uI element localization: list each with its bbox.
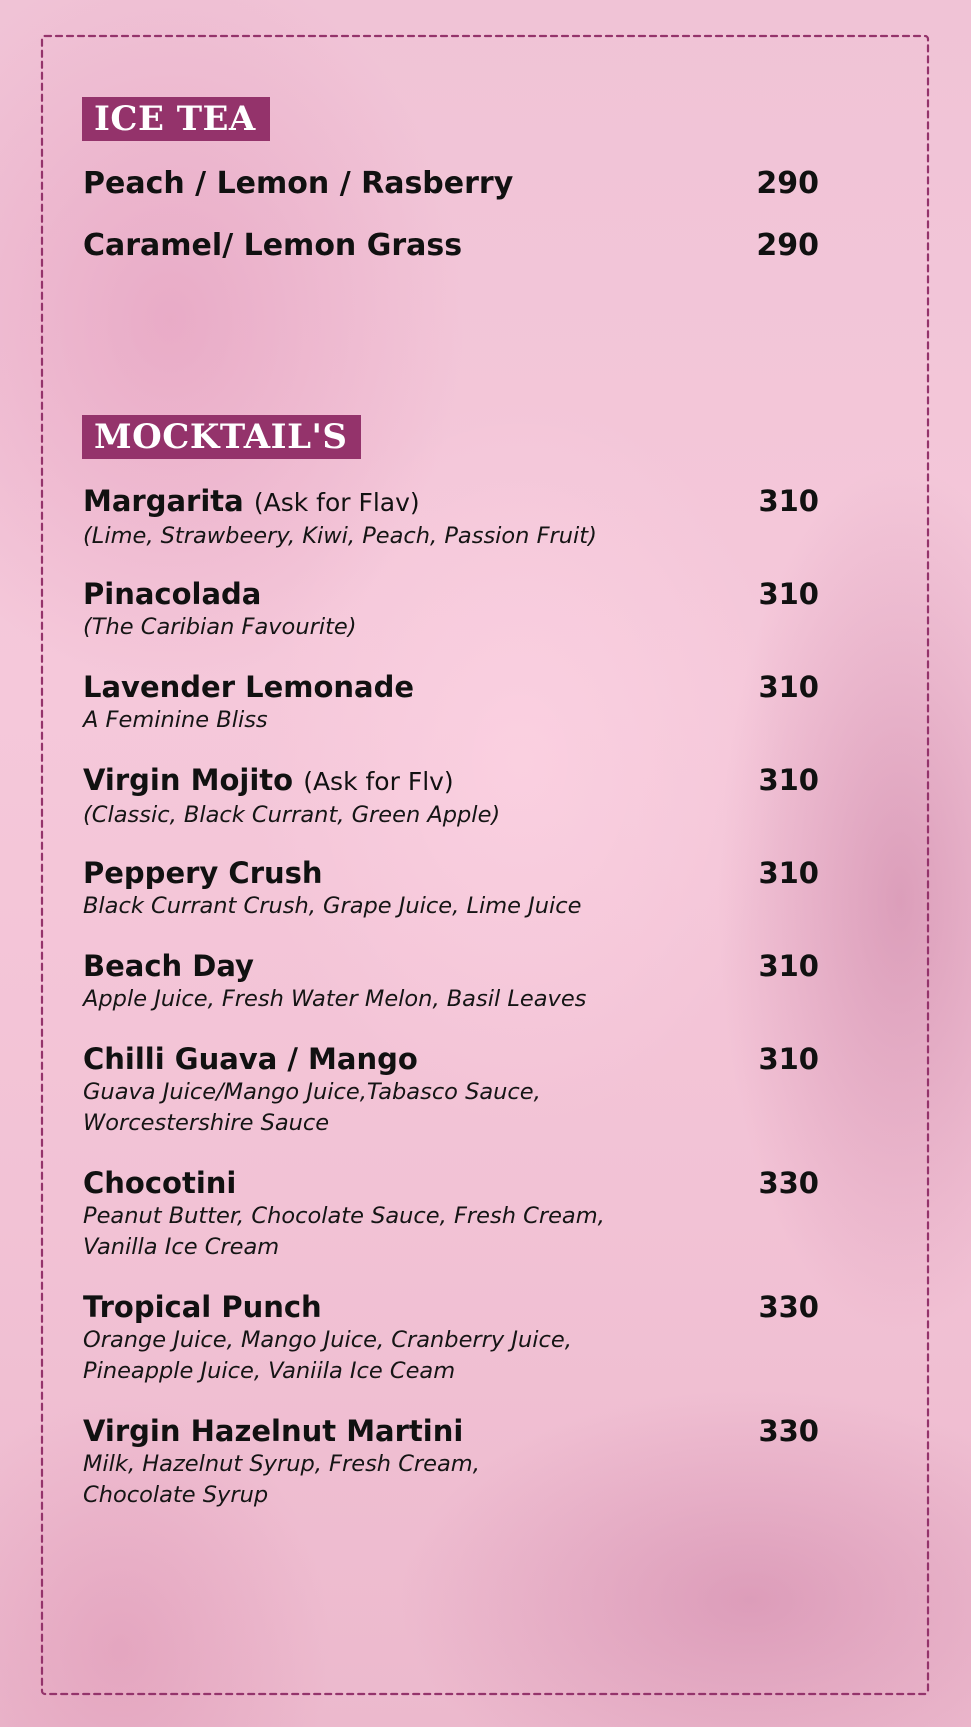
menu-item	[83, 1289, 823, 1387]
section-title-ice-tea: ICE TEA	[82, 97, 270, 141]
item-description: Apple Juice, Fresh Water Melon, Basil Leaves	[83, 986, 587, 1012]
item-note: (Ask for Flav)	[253, 488, 420, 517]
menu-item	[83, 228, 823, 264]
item-description-line: Chocolate Syrup	[83, 1482, 269, 1508]
menu-item	[83, 576, 823, 643]
item-description: (Classic, Black Currant, Green Apple)	[83, 802, 501, 828]
item-name-line	[83, 483, 823, 521]
item-note: (Ask for Flv)	[303, 767, 454, 796]
menu-item	[83, 483, 823, 552]
item-price: 310	[758, 577, 819, 611]
item-price: 310	[758, 484, 819, 518]
menu-item	[83, 855, 823, 922]
item-price: 290	[756, 228, 819, 263]
item-name: Chocotini	[83, 1166, 237, 1200]
menu-item	[83, 1165, 823, 1263]
item-price: 290	[756, 166, 819, 201]
item-name: Lavender Lemonade	[83, 670, 415, 704]
item-description-line: Guava Juice/Mango Juice,Tabasco Sauce,	[83, 1079, 541, 1105]
menu-item	[83, 166, 823, 202]
menu-item	[83, 1041, 823, 1139]
item-description: (The Caribian Favourite)	[83, 614, 357, 640]
item-description: A Feminine Bliss	[83, 707, 268, 733]
section-title-mocktails: MOCKTAIL'S	[82, 415, 361, 459]
item-description-line: Vanilla Ice Cream	[83, 1234, 280, 1260]
item-name: Margarita	[83, 484, 244, 518]
item-price: 310	[758, 763, 819, 797]
item-price: 310	[758, 856, 819, 890]
item-name: Peppery Crush	[83, 856, 323, 890]
item-price: 330	[758, 1414, 819, 1448]
item-description-line: Milk, Hazelnut Syrup, Fresh Cream,	[83, 1451, 480, 1477]
item-price: 310	[758, 1042, 819, 1076]
item-name: Chilli Guava / Mango	[83, 1042, 418, 1076]
item-name: Beach Day	[83, 949, 254, 983]
item-description-line: Pineapple Juice, Vaniila Ice Ceam	[83, 1358, 456, 1384]
item-name: Pinacolada	[83, 577, 262, 611]
item-description: (Lime, Strawbeery, Kiwi, Peach, Passion Fruit)	[83, 523, 597, 549]
item-name: Tropical Punch	[83, 1290, 322, 1324]
item-name: Peach / Lemon / Rasberry	[83, 166, 514, 201]
item-price: 310	[758, 670, 819, 704]
item-name: Caramel/ Lemon Grass	[83, 228, 463, 263]
menu-item	[83, 1413, 823, 1511]
menu-item	[83, 948, 823, 1015]
item-price: 330	[758, 1290, 819, 1324]
item-name: Virgin Mojito	[83, 763, 294, 797]
item-description-line: Peanut Butter, Chocolate Sauce, Fresh Cream,	[83, 1203, 605, 1229]
menu-item	[83, 669, 823, 736]
item-description-line: Orange Juice, Mango Juice, Cranberry Juice,	[83, 1327, 572, 1353]
item-description: Black Currant Crush, Grape Juice, Lime Juice	[83, 893, 582, 919]
menu-item	[83, 762, 823, 831]
item-price: 310	[758, 949, 819, 983]
item-name-line	[83, 762, 823, 800]
item-description-line: Worcestershire Sauce	[83, 1110, 330, 1136]
item-name: Virgin Hazelnut Martini	[83, 1414, 464, 1448]
item-price: 330	[758, 1166, 819, 1200]
